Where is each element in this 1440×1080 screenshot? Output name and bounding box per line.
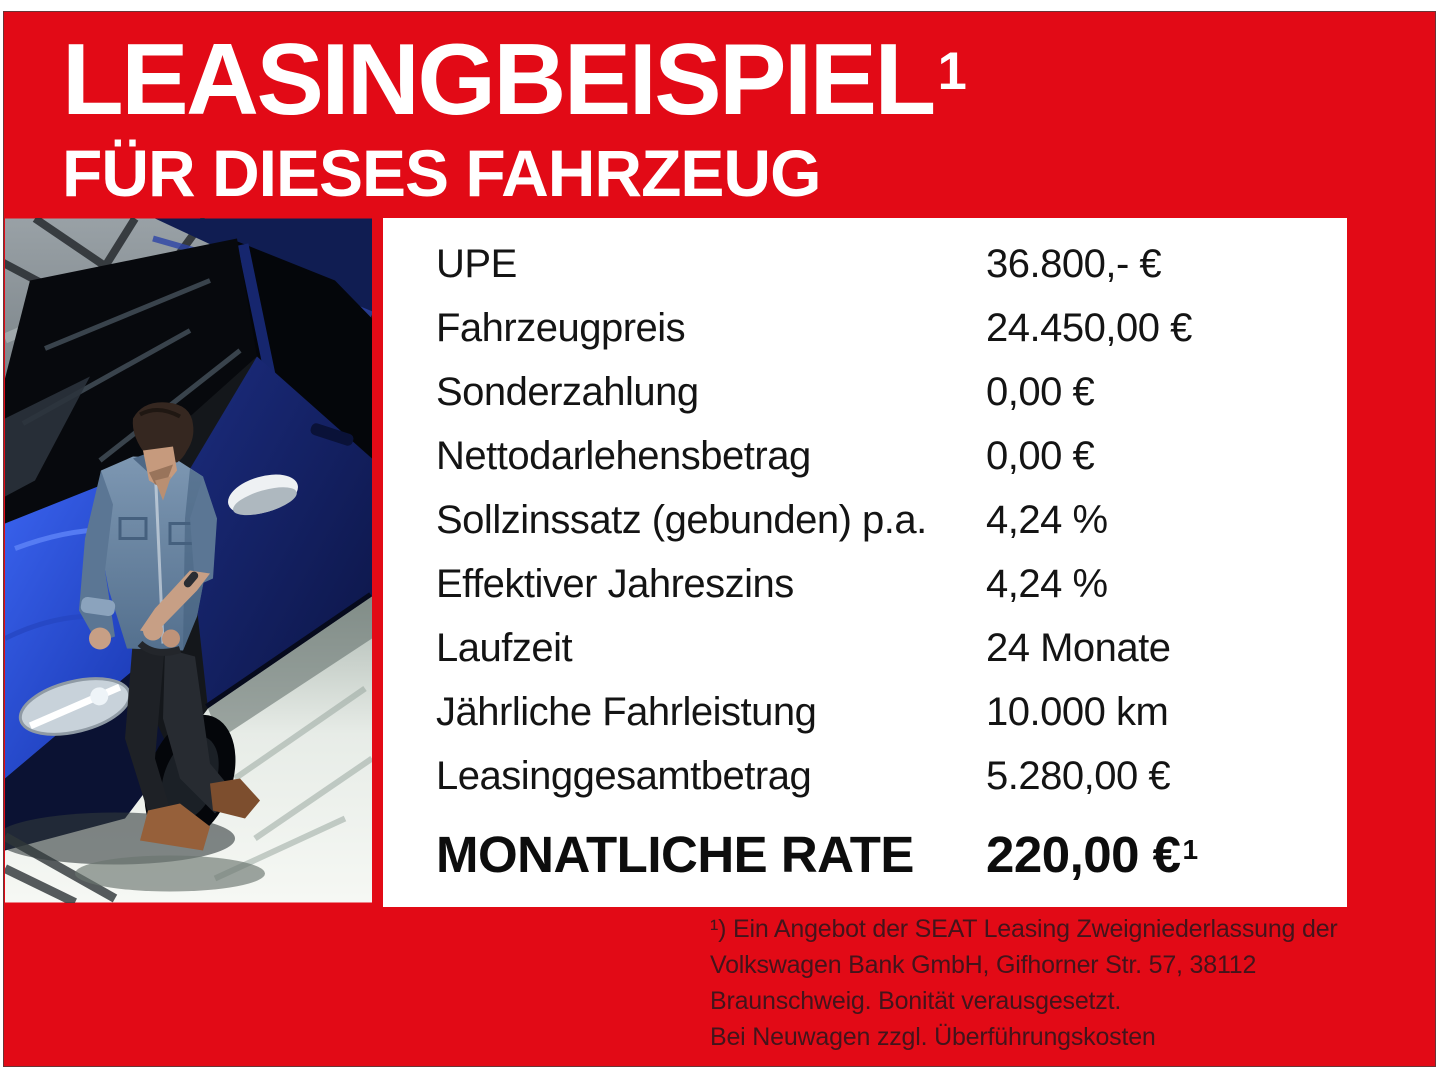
table-row xyxy=(383,360,1347,424)
table-row xyxy=(383,488,1347,552)
row-label: UPE xyxy=(436,241,517,286)
monthly-rate-label: MONATLICHE RATE xyxy=(436,825,914,883)
row-value: 24.450,00 € xyxy=(986,305,1192,350)
row-label: Nettodarlehensbetrag xyxy=(436,433,811,478)
table-row xyxy=(383,680,1347,744)
row-label: Fahrzeugpreis xyxy=(436,305,686,350)
table-row xyxy=(383,744,1347,808)
page-subtitle: FÜR DIESES FAHRZEUG xyxy=(62,136,821,211)
row-value: 0,00 € xyxy=(986,433,1095,478)
row-label: Effektiver Jahreszins xyxy=(436,561,794,606)
leasing-card xyxy=(383,218,1347,907)
row-label: Sonderzahlung xyxy=(436,369,699,414)
row-label: Laufzeit xyxy=(436,625,573,670)
row-value: 24 Monate xyxy=(986,625,1171,670)
row-value: 5.280,00 € xyxy=(986,753,1171,798)
footnote-line: ¹) Ein Angebot der SEAT Leasing Zweigniederlassung der xyxy=(710,915,1338,943)
table-row xyxy=(383,616,1347,680)
footnote-line: Braunschweig. Bonität verausgesetzt. xyxy=(710,987,1122,1015)
table-row xyxy=(383,296,1347,360)
table-row xyxy=(383,424,1347,488)
table-row xyxy=(383,232,1347,296)
page-title xyxy=(62,24,965,136)
title-superscript: 1 xyxy=(937,41,965,101)
monthly-rate-superscript: 1 xyxy=(1182,833,1198,865)
row-label: Jährliche Fahrleistung xyxy=(436,689,817,734)
row-value: 0,00 € xyxy=(986,369,1095,414)
footnote-line: Bei Neuwagen zzgl. Überführungskosten xyxy=(710,1023,1156,1051)
page-title-text: LEASINGBEISPIEL xyxy=(62,24,934,136)
row-value: 4,24 % xyxy=(986,497,1108,542)
table-row xyxy=(383,552,1347,616)
vehicle-photo xyxy=(5,218,372,903)
monthly-rate-value: 220,00 €$^1$ xyxy=(986,825,1198,883)
header xyxy=(62,24,965,211)
row-label: Leasinggesamtbetrag xyxy=(436,753,812,798)
row-value: 4,24 % xyxy=(986,561,1108,606)
footnote xyxy=(710,911,1350,1055)
monthly-rate-row xyxy=(383,816,1347,892)
row-value: 36.800,- € xyxy=(986,241,1162,286)
row-label: Sollzinssatz (gebunden) p.a. xyxy=(436,497,927,542)
footnote-line: Volkswagen Bank GmbH, Gifhorner Str. 57, 38112 xyxy=(710,951,1257,979)
row-value: 10.000 km xyxy=(986,689,1169,734)
